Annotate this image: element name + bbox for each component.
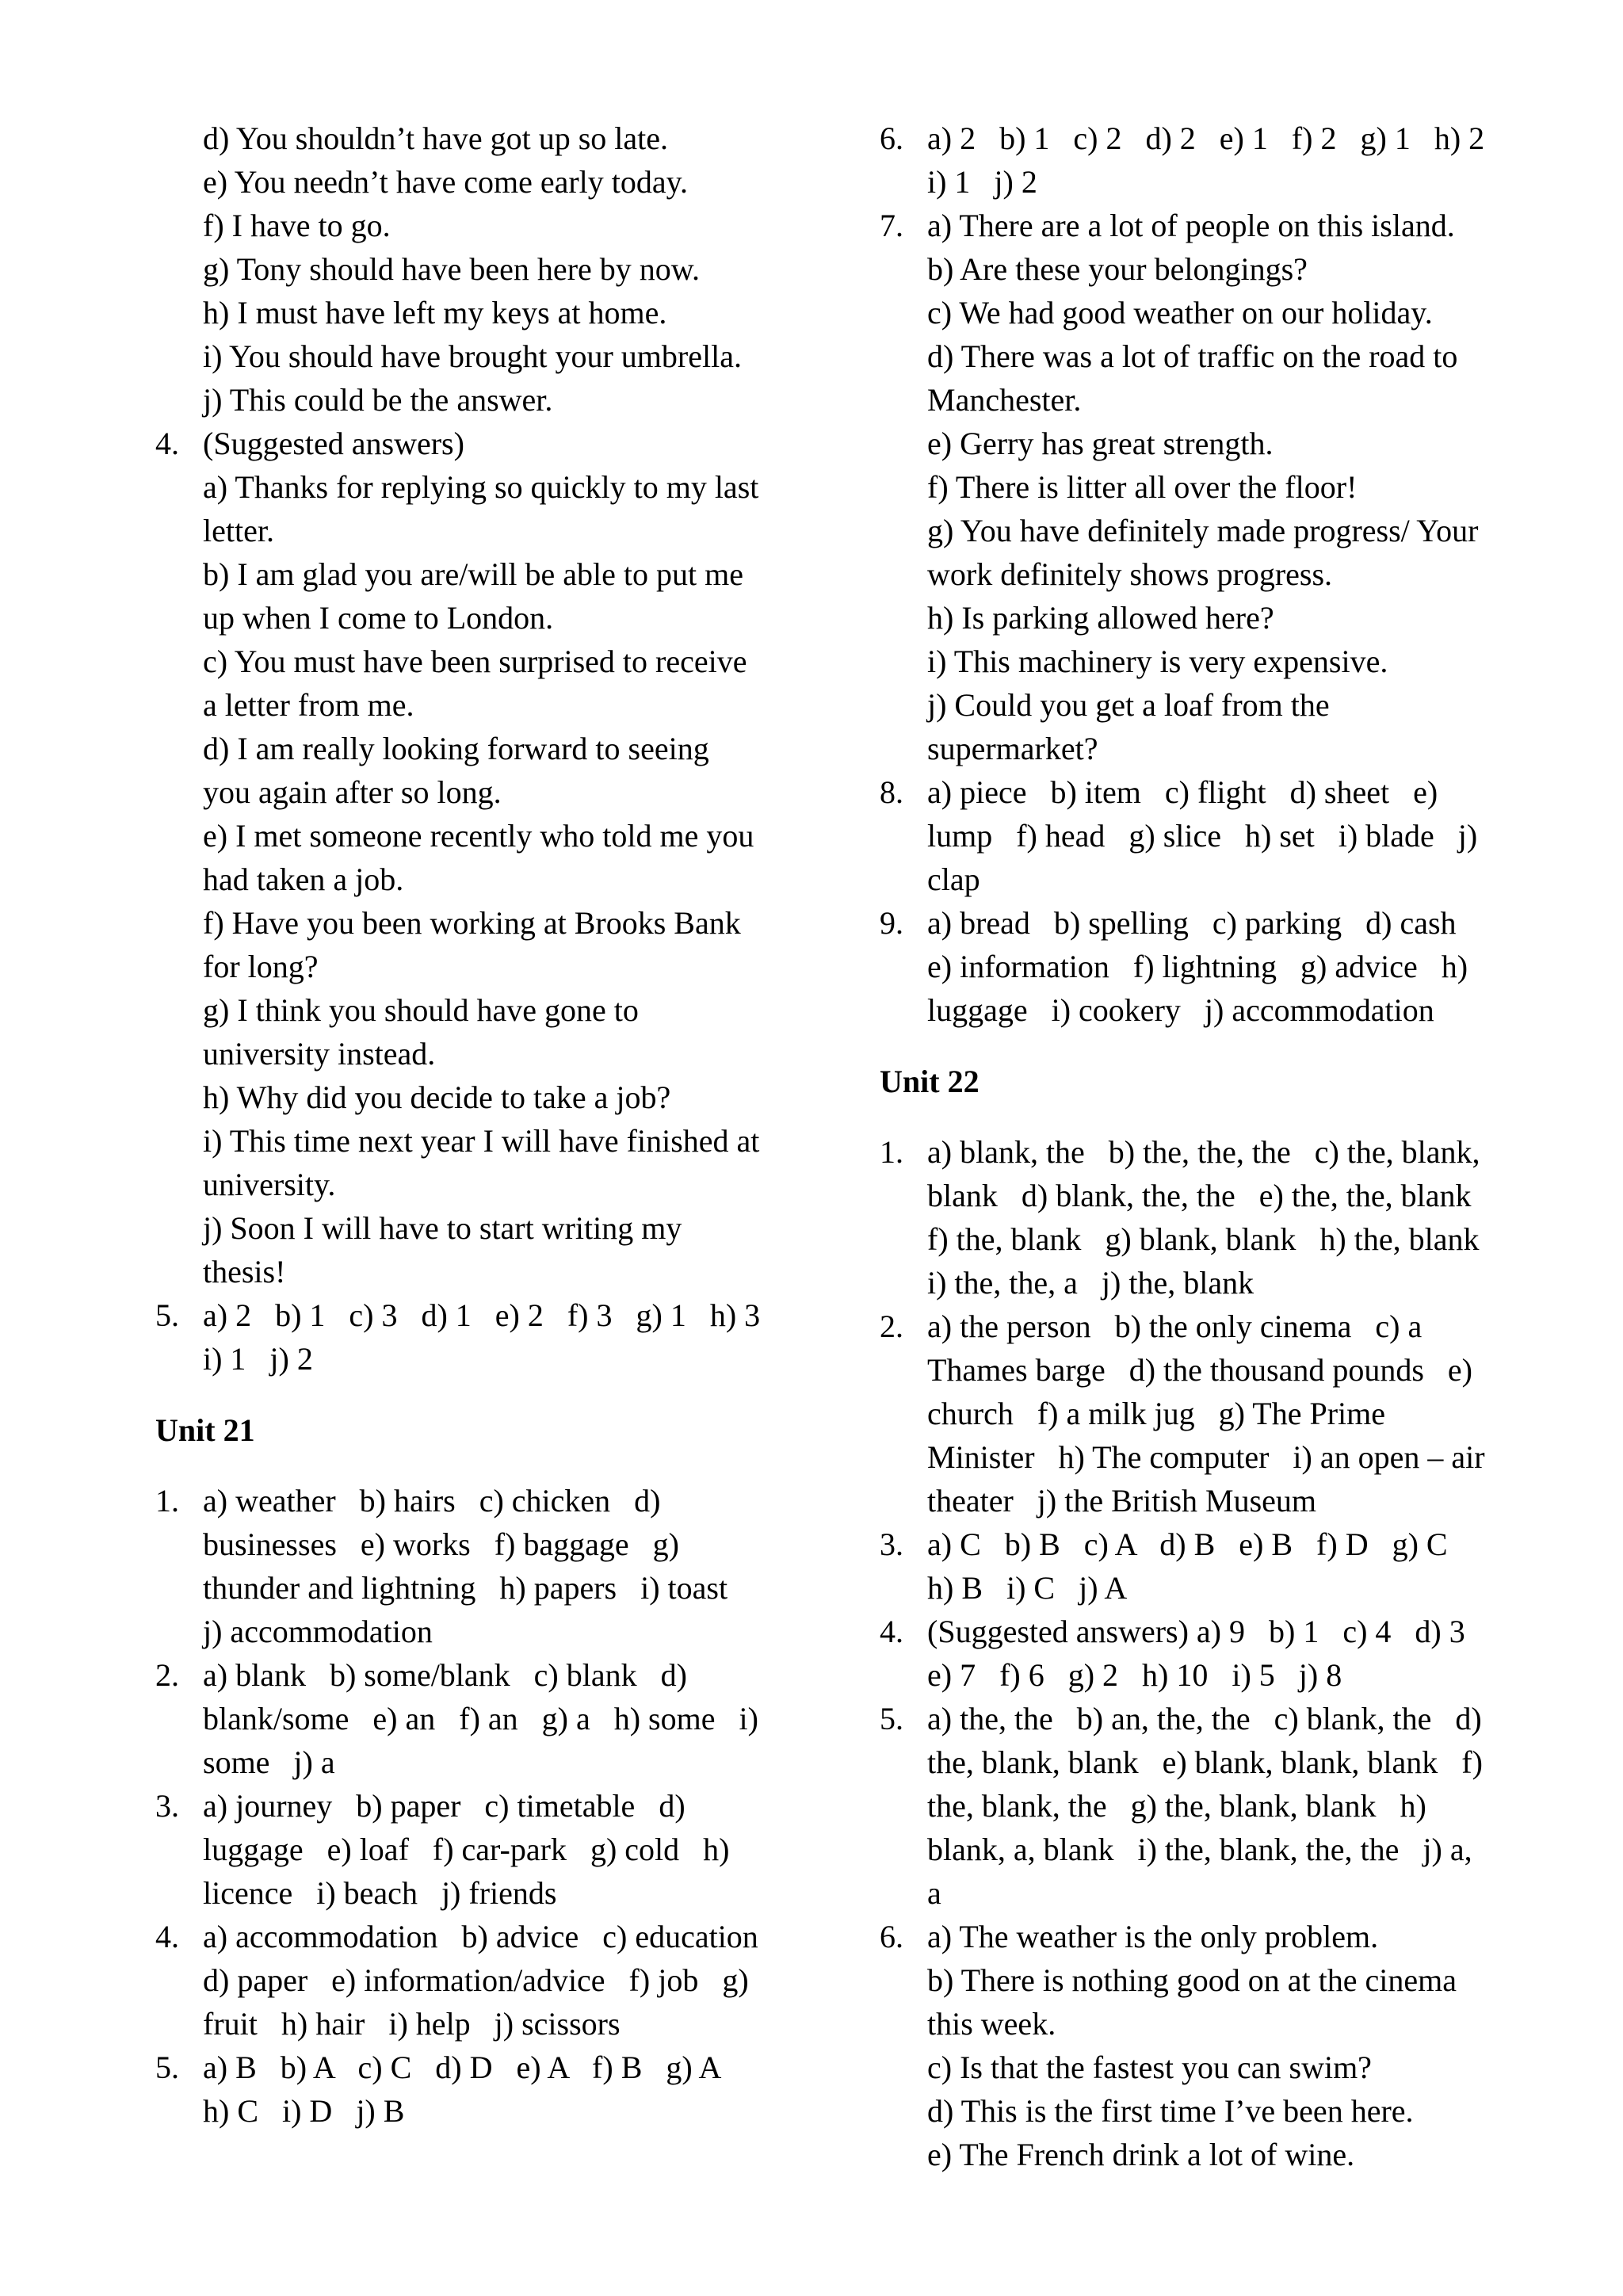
exercise-item (880, 1130, 1537, 1305)
answer-line: f) the, blank g) blank, blank h) the, blank (927, 1221, 1480, 1257)
exercise-answers (203, 1784, 813, 1915)
answer-line: c) We had good weather on our holiday. (927, 295, 1433, 330)
exercise-number: 1. (155, 1483, 179, 1519)
answer-line: a) accommodation b) advice c) education (203, 1919, 758, 1954)
answer-line: a) the person b) the only cinema c) a (927, 1308, 1423, 1344)
answer-line: h) B i) C j) A (927, 1570, 1128, 1606)
exercise-number: 5. (155, 1297, 179, 1333)
exercise-number: 9. (880, 905, 903, 941)
exercise-number: 6. (880, 1919, 903, 1954)
answer-line: j) accommodation (203, 1614, 433, 1649)
answer-line: c) You must have been surprised to receive (203, 644, 747, 679)
answer-line: a (927, 1875, 941, 1911)
answer-line: had taken a job. (203, 861, 404, 897)
answer-line: a) blank b) some/blank c) blank d) (203, 1657, 687, 1693)
continued-answers (203, 117, 813, 422)
exercise-item (880, 1915, 1537, 2176)
answer-line: luggage e) loaf f) car-park g) cold h) (203, 1832, 730, 1867)
exercise-number: 1. (880, 1134, 903, 1170)
exercise-number: 2. (155, 1657, 179, 1693)
answer-line: university instead. (203, 1036, 436, 1072)
exercise-answers (203, 2046, 813, 2133)
unit-22-heading: Unit 22 (880, 1064, 980, 1099)
exercise-number: 5. (880, 1701, 903, 1736)
exercise-item (880, 901, 1537, 1032)
answer-line: f) There is litter all over the floor! (927, 469, 1358, 505)
answer-line: i) 1 j) 2 (203, 1341, 313, 1377)
answer-line: this week. (927, 2006, 1056, 2042)
answer-line: h) Is parking allowed here? (927, 600, 1274, 636)
answer-line: d) This is the first time I’ve been here. (927, 2093, 1414, 2129)
answer-line: h) Why did you decide to take a job? (203, 1079, 671, 1115)
answer-line: b) I am glad you are/will be able to put me (203, 556, 744, 592)
exercise-answers (203, 422, 813, 1293)
exercise-item (155, 1784, 813, 1915)
answer-line: supermarket? (927, 731, 1098, 766)
answer-line: h) C i) D j) B (203, 2093, 405, 2129)
answer-line: luggage i) cookery j) accommodation (927, 992, 1434, 1028)
exercise-number: 5. (155, 2050, 179, 2085)
answer-line: h) I must have left my keys at home. (203, 295, 667, 330)
exercise-item (155, 2046, 813, 2133)
exercise-answers (203, 1653, 813, 1784)
answer-line: f) I have to go. (203, 208, 391, 243)
answer-line: a) Thanks for replying so quickly to my last (203, 469, 759, 505)
answer-line: Minister h) The computer i) an open – air (927, 1439, 1485, 1475)
answer-line: e) I met someone recently who told me you (203, 818, 754, 854)
exercise-answers (927, 1522, 1537, 1610)
answer-line: fruit h) hair i) help j) scissors (203, 2006, 621, 2042)
answer-line: lump f) head g) slice h) set i) blade j) (927, 818, 1478, 854)
answer-line: i) This time next year I will have finished at (203, 1123, 760, 1159)
exercise-item (155, 422, 813, 1293)
answer-line: a) 2 b) 1 c) 2 d) 2 e) 1 f) 2 g) 1 h) 2 (927, 120, 1485, 156)
answer-line: e) You needn’t have come early today. (203, 164, 689, 200)
exercise-item (155, 1293, 813, 1381)
answer-line: a) 2 b) 1 c) 3 d) 1 e) 2 f) 3 g) 1 h) 3 (203, 1297, 761, 1333)
answer-line: blank/some e) an f) an g) a h) some i) (203, 1701, 758, 1736)
answer-line: (Suggested answers) a) 9 b) 1 c) 4 d) 3 (927, 1614, 1465, 1649)
exercise-answers (203, 1479, 813, 1653)
exercise-item (880, 1697, 1537, 1915)
exercise-number: 8. (880, 774, 903, 810)
answer-line: thunder and lightning h) papers i) toast (203, 1570, 728, 1606)
answer-line: thesis! (203, 1254, 286, 1289)
exercise-number: 3. (880, 1526, 903, 1562)
answer-line: e) The French drink a lot of wine. (927, 2137, 1355, 2172)
answer-line: letter. (203, 513, 274, 548)
exercise-number: 4. (880, 1614, 903, 1649)
answer-line: i) 1 j) 2 (927, 164, 1037, 200)
answer-line: a) C b) B c) A d) B e) B f) D g) C (927, 1526, 1448, 1562)
answer-line: up when I come to London. (203, 600, 554, 636)
unit-21-heading: Unit 21 (155, 1412, 255, 1448)
answer-line: Manchester. (927, 382, 1082, 418)
answer-line: theater j) the British Museum (927, 1483, 1317, 1519)
exercise-item (880, 204, 1537, 770)
unit-21-items (155, 1479, 813, 2133)
answer-line: a) the, the b) an, the, the c) blank, the d) (927, 1701, 1482, 1736)
answer-line: a) The weather is the only problem. (927, 1919, 1379, 1954)
answer-line: d) There was a lot of traffic on the road to (927, 338, 1458, 374)
exercise-number: 4. (155, 1919, 179, 1954)
answer-line: the, blank, blank e) blank, blank, blank f) (927, 1744, 1483, 1780)
answer-line: i) This machinery is very expensive. (927, 644, 1388, 679)
answer-line: you again after so long. (203, 774, 502, 810)
exercise-number: 3. (155, 1788, 179, 1824)
exercise-answers (927, 1915, 1537, 2176)
exercise-item (880, 1305, 1537, 1522)
answer-line: for long? (203, 949, 319, 984)
exercise-item (880, 770, 1537, 901)
exercise-item (155, 1653, 813, 1784)
exercise-number: 6. (880, 120, 903, 156)
exercise-number: 7. (880, 208, 903, 243)
answer-line: a letter from me. (203, 687, 414, 723)
unit-22-items (880, 1130, 1537, 2176)
answer-line: f) Have you been working at Brooks Bank (203, 905, 741, 941)
answer-line: the, blank, the g) the, blank, blank h) (927, 1788, 1426, 1824)
answer-line: j) Could you get a loaf from the (927, 687, 1330, 723)
exercise-number: 2. (880, 1308, 903, 1344)
answer-line: d) paper e) information/advice f) job g) (203, 1962, 749, 1998)
answer-line: g) I think you should have gone to (203, 992, 639, 1028)
answer-line: c) Is that the fastest you can swim? (927, 2050, 1372, 2085)
answer-line: b) Are these your belongings? (927, 251, 1308, 287)
answer-line: i) the, the, a j) the, blank (927, 1265, 1254, 1301)
answer-line: (Suggested answers) (203, 426, 464, 461)
answer-line: work definitely shows progress. (927, 556, 1333, 592)
exercise-answers (927, 901, 1537, 1032)
right-column (880, 117, 1537, 2176)
exercise-answers (927, 1130, 1537, 1305)
exercise-answers (927, 1697, 1537, 1915)
answer-line: g) Tony should have been here by now. (203, 251, 701, 287)
answer-line: j) Soon I will have to start writing my (203, 1210, 682, 1246)
answer-line: a) weather b) hairs c) chicken d) (203, 1483, 661, 1519)
exercise-answers (927, 770, 1537, 901)
left-column (155, 117, 813, 2133)
answer-line: i) You should have brought your umbrella. (203, 338, 742, 374)
answer-line: a) bread b) spelling c) parking d) cash (927, 905, 1457, 941)
exercise-item (880, 117, 1537, 204)
answer-line: e) 7 f) 6 g) 2 h) 10 i) 5 j) 8 (927, 1657, 1342, 1693)
exercise-answers (203, 1293, 813, 1381)
answer-line: blank, a, blank i) the, blank, the, the j) a, (927, 1832, 1472, 1867)
exercise-answers (927, 117, 1537, 204)
exercise-answers (927, 1610, 1537, 1697)
answer-line: e) Gerry has great strength. (927, 426, 1274, 461)
exercise-item (880, 1522, 1537, 1610)
exercise-item (155, 1915, 813, 2046)
answer-line: a) There are a lot of people on this island. (927, 208, 1455, 243)
answer-line: a) blank, the b) the, the, the c) the, blank, (927, 1134, 1480, 1170)
exercise-number: 4. (155, 426, 179, 461)
answer-line: a) B b) A c) C d) D e) A f) B g) A (203, 2050, 722, 2085)
answer-line: j) This could be the answer. (203, 382, 553, 418)
answer-line: g) You have definitely made progress/ Your (927, 513, 1479, 548)
answer-line: some j) a (203, 1744, 335, 1780)
exercise-answers (927, 1305, 1537, 1522)
answer-line: businesses e) works f) baggage g) (203, 1526, 679, 1562)
answer-line: licence i) beach j) friends (203, 1875, 557, 1911)
answer-line: a) piece b) item c) flight d) sheet e) (927, 774, 1438, 810)
answer-line: clap (927, 861, 980, 897)
answer-line: d) I am really looking forward to seeing (203, 731, 709, 766)
exercise-item (880, 1610, 1537, 1697)
exercise-answers (203, 1915, 813, 2046)
exercise-item (155, 1479, 813, 1653)
exercise-answers (927, 204, 1537, 770)
right-items-before (880, 117, 1537, 1032)
answer-line: Thames barge d) the thousand pounds e) (927, 1352, 1472, 1388)
answer-line: church f) a milk jug g) The Prime (927, 1396, 1386, 1431)
answer-line: a) journey b) paper c) timetable d) (203, 1788, 685, 1824)
answer-line: e) information f) lightning g) advice h) (927, 949, 1468, 984)
left-items-before (155, 422, 813, 1381)
answer-line: d) You shouldn’t have got up so late. (203, 120, 669, 156)
answer-line: b) There is nothing good on at the cinema (927, 1962, 1457, 1998)
answer-line: university. (203, 1167, 336, 1202)
answer-line: blank d) blank, the, the e) the, the, blank (927, 1178, 1472, 1213)
